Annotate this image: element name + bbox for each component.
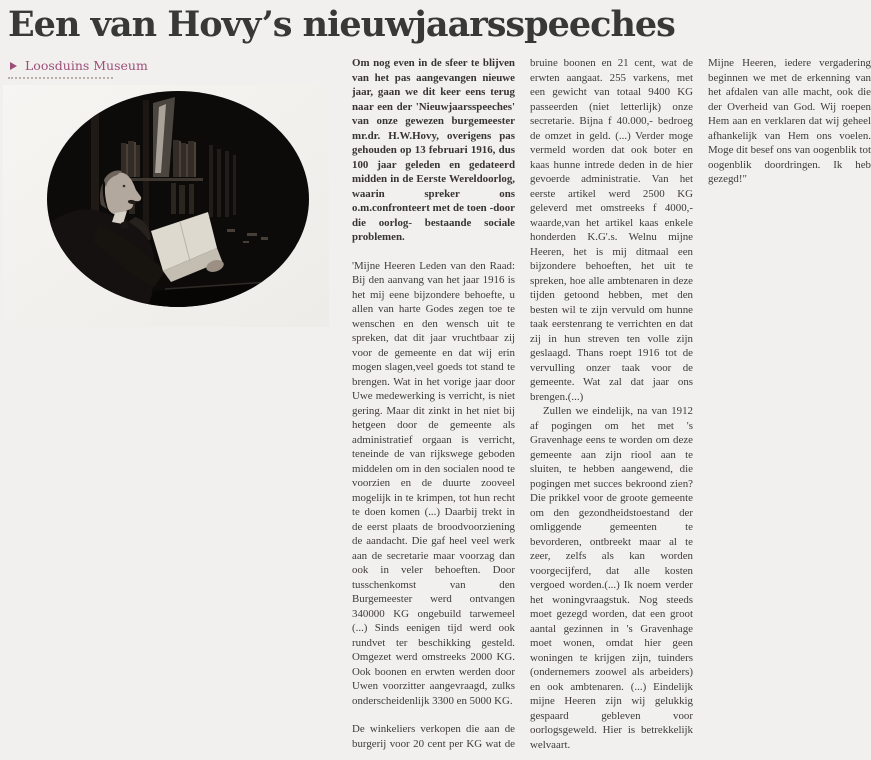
arrow-right-icon <box>10 62 17 70</box>
dotted-divider <box>8 77 113 79</box>
article-paragraph-speech-3: Zullen we eindelijk, na van 1912 af pogingen om het met 's Gravenhage eens te worden om deze gemeente aan zijn riool aan te sluiten, te hebben aangewend, die pogingen met succes bekroond zien? Die prikkel voor de groote gemeente om den gezondheidstoestand der omliggende gemeenten te bevorderen, ontbreekt maar al te zeer, zelfs als kan worden voorgecijferd, dat alle kosten vergoed worden.(...) Ik noem verder het woningvraagstuk. Nog steeds moet gezegd worden, dat een groot aantal gezinnen in 's Gravenhage moet wonen, omdat hier geen woningen te krijgen zijn, tuinders (ondernemers zoowel als arbeiders) en ook ambtenaren. (...) Eindelijk mijne Heeren zijn wij gelukkig gespaard gebleven voor oorlogsgeweld. Hier is betrekkelijk welvaart. <box>530 405 693 751</box>
category-link-loosduins-museum[interactable] <box>10 58 148 73</box>
article-paragraph-closing: Mijne Heeren, iedere vergadering beginnen we met de erkenning van het afdalen van alle macht, ook die der Overheid van God. Wij roepen Hem aan en verklaren dat wij geheel afhankelijk van Hem ons voelen. Moge dit besef ons van oogenblik tot oogenblik doordringen. Ik heb gezegd!" <box>708 57 871 185</box>
article-body <box>352 56 871 760</box>
article-paragraph-speech-2: De winkeliers verkopen die aan de burgerij voor 20 cent per KG wat de bruine boonen en 21 cent, wat de erwten aangaat. 255 varkens, met een gewicht van totaal 9400 KG passeerden (niet letterlijk) onze secretarie. Bijna f 40.000,- bedroeg de omzet in geld. (...) Verder moge vermeld worden dat ook boter en kaas hunne intrede deden in de hier gevoerde administratie. Van het eerste artikel werd 2500 KG geleverd met omstreeks f 4000,- waarde,van het artikel kaas enkele honderden K.G'.s. Welnu mijne Heeren, het is mij ditmaal een bijzondere behoeften, het uit te spreken, hoe alle ambtenaren in deze tijden getoond hebben, met den besten wil te zijn vervuld om hunne taak eerstenrang te verrichten en dat zij in hun streven ten volle zijn geslaagd. Thans roept 1916 tot de vervulling onzer taak voor de gemeente. Wat zal dat jaar ons brengen.(...) <box>352 57 693 750</box>
portrait-photo <box>3 85 329 327</box>
page-title: Een van Hovy’s nieuwjaarsspeeches <box>8 4 675 45</box>
category-label: Loosduins Museum <box>25 58 148 73</box>
article-paragraph-speech-1: 'Mijne Heeren Leden van den Raad: Bij den aanvang van het jaar 1916 is het mij eene bijzondere behoefte, u allen van harte Godes zegen toe te wenschen en den wensch uit te spreken, dat dit jaar vruchtbaar zij voor de gemeente en dat wij erin mogen slagen,veel goeds tot stand te brengen. Wat in het vorige jaar door Uwe medewerking is verricht, is niet gering. Maar dit zinkt in het niet bij hetgeen door de gemeente als administratief orgaan is verricht, teneinde de van rijkswege geboden middelen om in den socialen nood te voorzien en de duurte zooveel mogelijk in te krimpen, tot hun recht te doen komen (...) Daarbij trekt in de eerst plaats de broodvoorziening de aandacht. Die gaf heel veel werk aan de secretarie maar voorzag dan ook in veler behoeften. Door tusschenkomst van den Burgemeester werd ontvangen 340000 KG ongebuild tarwemeel (...) Sinds eenigen tijd werd ook rundvet ter beschikking gesteld. Omgezet werd omstreeks 2000 KG. Ook boonen en erwten werden door Uwen voorzitter aangevraagd, zulks onderscheidenlijk 3300 en 5000 KG. <box>352 259 515 707</box>
portrait-photo-illustration <box>3 85 329 327</box>
article-intro: Om nog even in de sfeer te blijven van het pas aangevangen nieuwe jaar, gaan we dit keer eens terug naar een der 'Nieuwjaarsspeeches' van onze gewezen burgemeester mr.dr. H.W.Hovy, overigens pas gehouden op 13 februari 1916, dus 100 jaar geleden en gedateerd midden in de Eerste Wereldoorlog, waarin spreker ons o.m.confronteert met de toen -door die oorlog- bestaande sociale problemen. <box>352 57 515 243</box>
